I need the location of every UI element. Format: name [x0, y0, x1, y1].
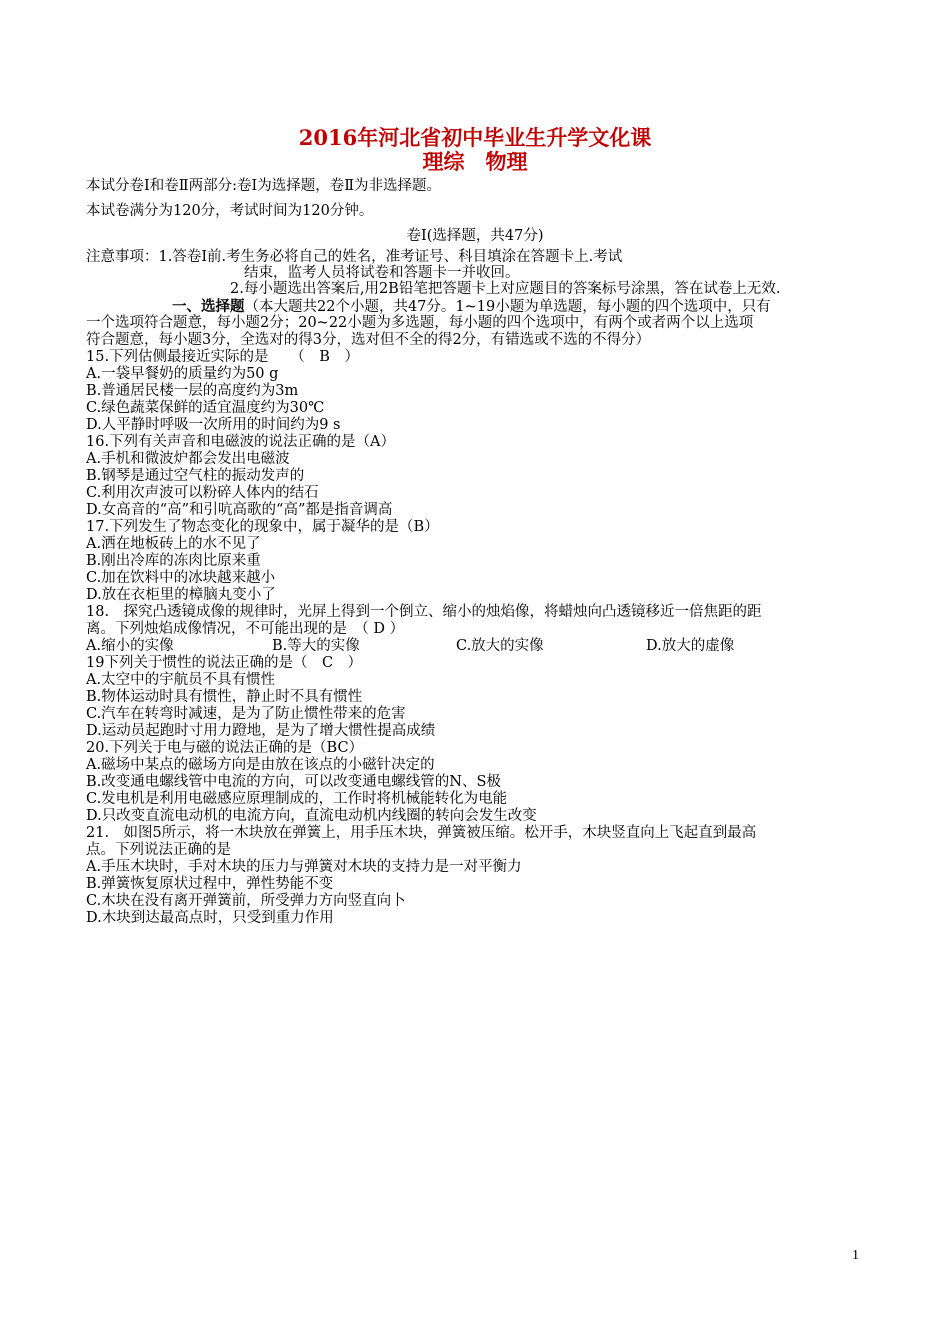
page-number: 1 — [852, 1248, 859, 1263]
q18-stem-1: 18. 探究凸透镜成像的规律时，光屏上得到一个倒立、缩小的烛焰像，将蜡烛向凸透镜移近一倍焦距的距 — [86, 604, 762, 620]
q20-option-c: C.发电机是利用电磁感应原理制成的，工作时将机械能转化为电能 — [86, 791, 508, 807]
section1-line-1 — [172, 298, 771, 316]
section1-desc-1: （本大题共22个小题，共47分。1~19小题为单选题，每小题的四个选项中，只有 — [244, 299, 771, 315]
q17-option-d: D.放在衣柜里的樟脑丸变小了 — [86, 587, 276, 603]
notes-label: 注意事项： — [86, 249, 159, 265]
q18-option-c: C.放大的实像 — [456, 638, 544, 654]
q18-option-b: B.等大的实像 — [272, 638, 360, 654]
q15-stem: 15.下列估侧最接近实际的是 （ B ） — [86, 349, 359, 365]
q16-option-a: A.手机和微波炉都会发出电磁波 — [86, 451, 290, 467]
q21-option-a: A.手压木块时，手对木块的压力与弹簧对木块的支持力是一对平衡力 — [86, 859, 522, 875]
note-1a: 1.答卷Ⅰ前.考生务必将自己的姓名，准考证号、科目填涂在答题卡上.考试 — [158, 249, 623, 265]
q19-option-b: B.物体运动时具有惯性，静止时不具有惯性 — [86, 689, 363, 705]
q17-option-c: C.加在饮料中的冰块越来越小 — [86, 570, 276, 586]
section-header: 卷Ⅰ(选择题，共47分) — [406, 228, 544, 244]
q20-option-d: D.只改变直流电动机的电流方向，直流电动机内线圈的转向会发生改变 — [86, 808, 537, 824]
exam-title: 2016年河北省初中毕业生升学文化课 — [298, 125, 652, 150]
q19-stem: 19下列关于惯性的说法正确的是（ C ） — [86, 655, 363, 671]
q16-option-b: B.钢琴是通过空气柱的振动发声的 — [86, 468, 305, 484]
q21-stem-2: 点。下列说法正确的是 — [86, 842, 231, 858]
section1-label: 一、选择题 — [172, 298, 245, 315]
q17-option-a: A.洒在地板砖上的水不见了 — [86, 536, 261, 552]
exam-subtitle: 理综 物理 — [422, 149, 528, 174]
q17-stem: 17.下列发生了物态变化的现象中，属于凝华的是（B） — [86, 519, 439, 535]
q20-option-b: B.改变通电螺线管中电流的方向，可以改变通电螺线管的N、S极 — [86, 774, 501, 790]
q20-stem: 20.下列关于电与磁的说法正确的是（BC） — [86, 740, 364, 756]
q16-stem: 16.下列有关声音和电磁波的说法正确的是（A） — [86, 434, 396, 450]
q17-option-b: B.刚出冷库的冻肉比原来重 — [86, 553, 261, 569]
q18-stem-2: 离。下列烛焰成像情况，不可能出现的是 （ D ） — [86, 621, 405, 637]
note-1b: 结束，监考人员将试卷和答题卡一并收回。 — [244, 265, 520, 281]
q18-option-d: D.放大的虚像 — [646, 638, 735, 654]
q15-option-d: D.人平静时呼吸一次所用的时间约为9 s — [86, 417, 341, 433]
q15-option-a: A.一袋早餐奶的质量约为50 g — [86, 366, 279, 382]
q19-option-c: C.汽车在转弯时减速，是为了防止惯性带来的危害 — [86, 706, 406, 722]
q15-option-b: B.普通居民楼一层的高度约为3m — [86, 383, 299, 399]
q21-stem-1: 21. 如图5所示，将一木块放在弹簧上，用手压木块，弹簧被压缩。松开手，木块竖直向上飞起直到最高 — [86, 825, 757, 841]
q19-option-d: D.运动员起跑时寸用力蹬地，是为了增大惯性提高成绩 — [86, 723, 436, 739]
notes-line-1 — [86, 249, 622, 266]
note-2: 2.每小题选出答案后,用2B铅笔把答题卡上对应题目的答案标号涂黑，答在试卷上无效. — [230, 281, 781, 297]
q18-option-a: A.缩小的实像 — [86, 638, 174, 654]
q19-option-a: A.太空中的宇航员不具有惯性 — [86, 672, 276, 688]
q21-option-b: B.弹簧恢复原状过程中，弹性势能不变 — [86, 876, 334, 892]
intro-line: 本试卷满分为120分，考试时间为120分钟。 — [86, 203, 374, 219]
section1-desc-2: 一个选项符合题意，每小题2分；20~22小题为多选题，每小题的四个选项中，有两个或者两个以上选项 — [86, 315, 754, 331]
q21-option-c: C.木块在没有离开弹簧前，所受弹力方向竖直向卜 — [86, 893, 406, 909]
section1-desc-3: 符合题意，每小题3分，全选对的得3分，选对但不全的得2分，有错选或不选的不得分） — [86, 332, 651, 348]
q21-option-d: D.木块到达最高点时，只受到重力作用 — [86, 910, 334, 926]
intro-line: 本试分卷Ⅰ和卷Ⅱ两部分:卷Ⅰ为选择题，卷Ⅱ为非选择题。 — [86, 178, 442, 194]
q20-option-a: A.磁场中某点的磁场方向是由放在该点的小磁针决定的 — [86, 757, 435, 773]
q16-option-c: C.利用次声波可以粉碎人体内的结石 — [86, 485, 319, 501]
q15-option-c: C.绿色蔬菜保鲜的适宜温度约为30℃ — [86, 400, 325, 416]
q16-option-d: D.女高音的“高”和引吭高歌的“高”都是指音调高 — [86, 502, 393, 518]
